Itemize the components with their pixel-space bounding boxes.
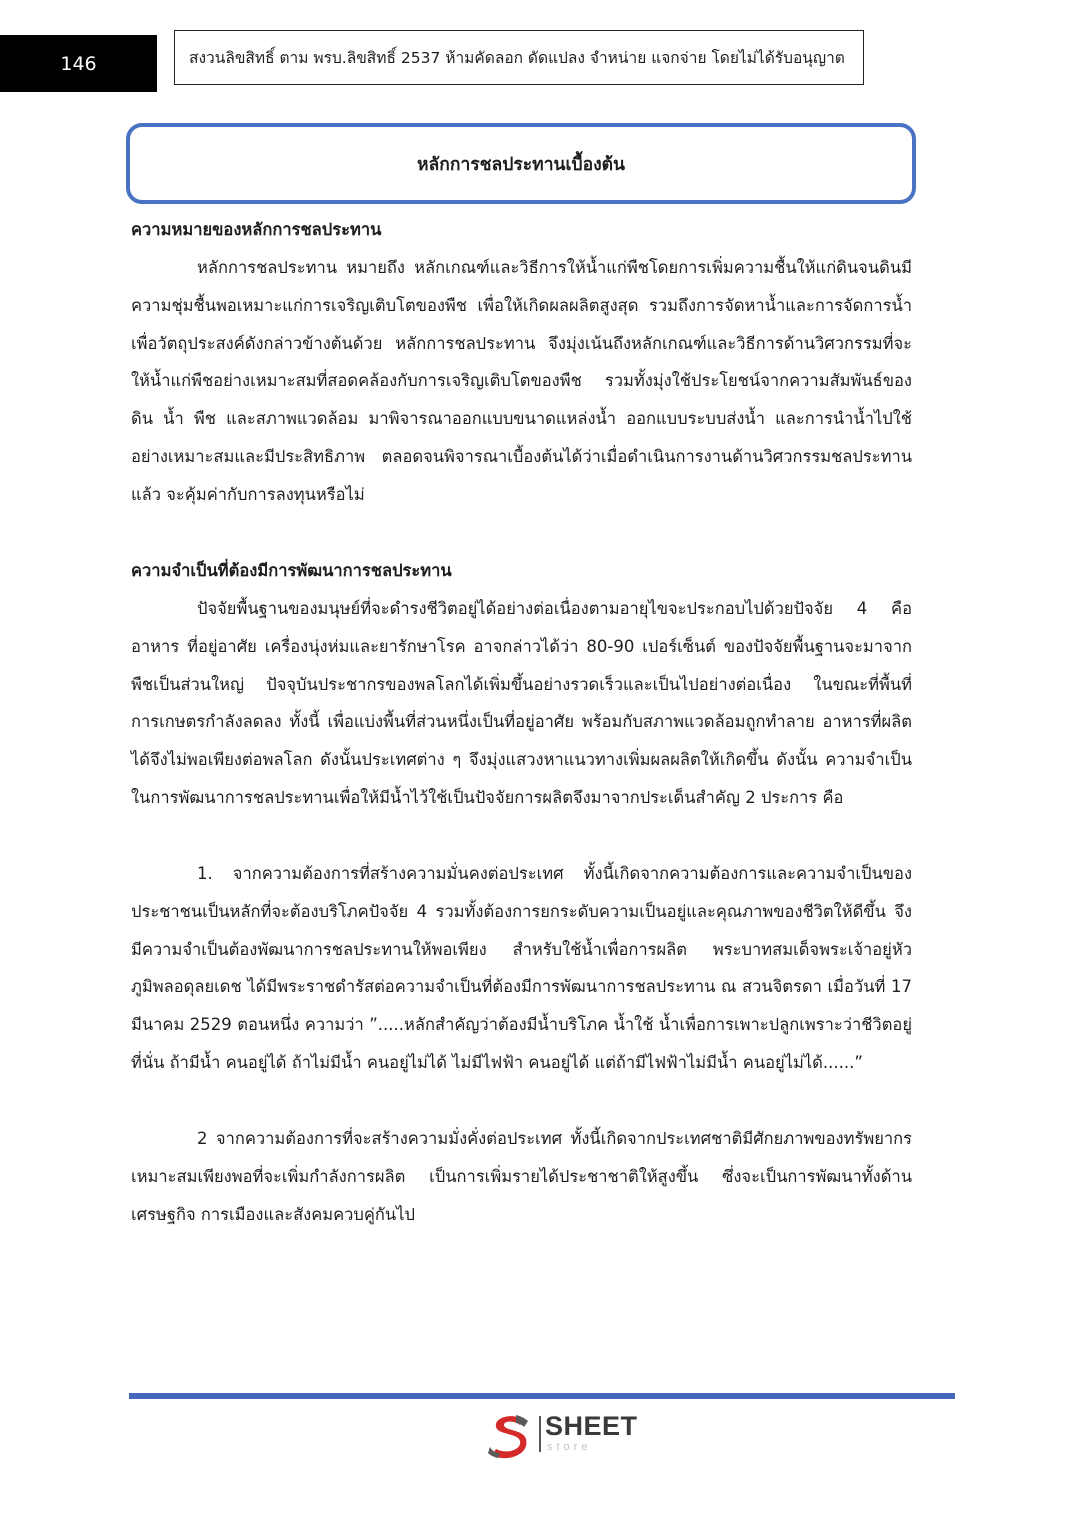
footer-divider	[129, 1393, 955, 1399]
copyright-notice: สงวนลิขสิทธิ์ ตาม พรบ.ลิขสิทธิ์ 2537 ห้ามคัดลอก ดัดแปลง จำหน่าย แจกจ่าย โดยไม่ได้รับอนุญาต	[174, 30, 864, 85]
section-heading-meaning: ความหมายของหลักการชลประทาน	[131, 220, 382, 239]
logo-text: SHEET	[545, 1411, 638, 1441]
sheet-store-logo	[486, 1411, 646, 1459]
page-title: หลักการชลประทานเบื้องต้น	[126, 123, 916, 204]
paragraph-necessity-point-2: 2 จากความต้องการที่จะสร้างความมั่งคั่งต่อประเทศ ทั้งนี้เกิดจากประเทศชาติมีศักยภาพของทรัพยากรเหมาะสมเพียงพอที่จะเพิ่มกำลังการผลิต เป็นการเพิ่มรายได้ประชาชาติให้สูงขึ้น ซึ่งจะเป็นการพัฒนาทั้งด้านเศรษฐกิจ การเมืองและสังคมควบคู่กันไป	[131, 1129, 912, 1224]
paragraph-necessity-intro: ปัจจัยพื้นฐานของมนุษย์ที่จะดำรงชีวิตอยู่ได้อย่างต่อเนื่องตามอายุไขจะประกอบไปด้วยปัจจัย 4 คือ อาหาร ที่อยู่อาศัย เครื่องนุ่งห่มและยารักษาโรค อาจกล่าวได้ว่า 80-90 เปอร์เซ็นต์ ของปัจจัยพื้นฐานจะมาจากพืชเป็นส่วนใหญ่ ปัจจุบันประชากรของพลโลกได้เพิ่มขึ้นอย่างรวดเร็วและเป็นไปอย่างต่อเนื่อง ในขณะที่พื้นที่การเกษตรกำลังลดลง ทั้งนี้ เพื่อแบ่งพื้นที่ส่วนหนึ่งเป็นที่อยู่อาศัย พร้อมกับสภาพแวดล้อมถูกทำลาย อาหารที่ผลิตได้จึงไม่พอเพียงต่อพลโลก ดังนั้นประเทศต่าง ๆ จึงมุ่งแสวงหาแนวทางเพิ่มผลผลิตให้เกิดขึ้น ดังนั้น ความจำเป็นในการพัฒนาการชลประทานเพื่อให้มีน้ำไว้ใช้เป็นปัจจัยการผลิตจึงมาจากประเด็นสำคัญ 2 ประการ คือ	[131, 599, 912, 807]
section-heading-necessity: ความจำเป็นที่ต้องมีการพัฒนาการชลประทาน	[131, 561, 452, 580]
page-number: 146	[0, 35, 157, 92]
paragraph-meaning: หลักการชลประทาน หมายถึง หลักเกณฑ์และวิธีการให้น้ำแก่พืชโดยการเพิ่มความชื้นให้แก่ดินจนดินมีความชุ่มชื้นพอเหมาะแก่การเจริญเติบโตของพืช เพื่อให้เกิดผลผลิตสูงสุด รวมถึงการจัดหาน้ำและการจัดการน้ำเพื่อวัตถุประสงค์ดังกล่าวข้างต้นด้วย หลักการชลประทาน จึงมุ่งเน้นถึงหลักเกณฑ์และวิธีการด้านวิศวกรรมที่จะให้น้ำแก่พืชอย่างเหมาะสมที่สอดคล้องกับการเจริญเติบโตของพืช รวมทั้งมุ่งใช้ประโยชน์จากความสัมพันธ์ของดิน น้ำ พืช และสภาพแวดล้อม มาพิจารณาออกแบบขนาดแหล่งน้ำ ออกแบบระบบส่งน้ำ และการนำน้ำไปใช้อย่างเหมาะสมและมีประสิทธิภาพ ตลอดจนพิจารณาเบื้องต้นได้ว่าเมื่อดำเนินการงานด้านวิศวกรรมชลประทานแล้ว จะคุ้มค่ากับการลงทุนหรือไม่	[131, 258, 912, 504]
logo-subtext: store	[547, 1441, 592, 1453]
logo-divider	[539, 1416, 541, 1452]
sheet-logo-icon	[486, 1411, 534, 1459]
paragraph-necessity-point-1: 1. จากความต้องการที่สร้างความมั่นคงต่อประเทศ ทั้งนี้เกิดจากความต้องการและความจำเป็นของประชาชนเป็นหลักที่จะต้องบริโภคปัจจัย 4 รวมทั้งต้องการยกระดับความเป็นอยู่และคุณภาพของชีวิตให้ดีขึ้น จึงมีความจำเป็นต้องพัฒนาการชลประทานให้พอเพียง สำหรับใช้น้ำเพื่อการผลิต พระบาทสมเด็จพระเจ้าอยู่หัวภูมิพลอดุลยเดช ได้มีพระราชดำรัสต่อความจำเป็นที่ต้องมีการพัฒนาการชลประทาน ณ สวนจิตรดา เมื่อวันที่ 17 มีนาคม 2529 ตอนหนึ่ง ความว่า ”.....หลักสำคัญว่าต้องมีน้ำบริโภค น้ำใช้ น้ำเพื่อการเพาะปลูกเพราะว่าชีวิตอยู่ที่นั่น ถ้ามีน้ำ คนอยู่ได้ ถ้าไม่มีน้ำ คนอยู่ไม่ได้ ไม่มีไฟฟ้า คนอยู่ได้ แต่ถ้ามีไฟฟ้าไม่มีน้ำ คนอยู่ไม่ได้......”	[131, 864, 912, 1072]
